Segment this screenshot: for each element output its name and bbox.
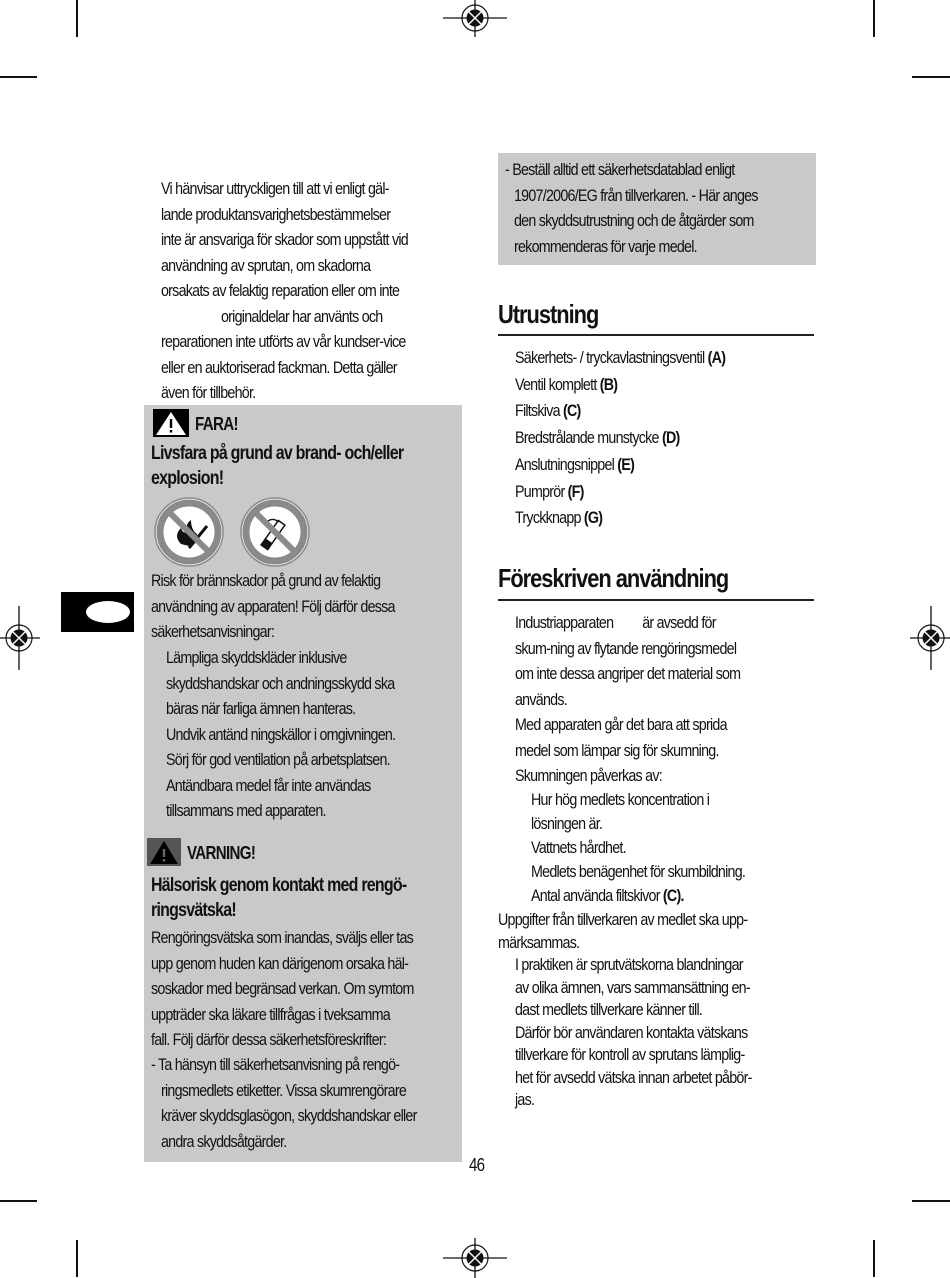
danger-intro	[151, 568, 461, 645]
registration-mark-icon	[443, 1238, 507, 1278]
text-line: eller en auktoriserad fackman. Detta gäller	[161, 357, 397, 377]
warning-title	[151, 873, 461, 923]
list-item: lösningen är.	[531, 814, 603, 833]
text-line: märksammas.	[498, 933, 580, 952]
danger-items	[166, 645, 461, 824]
warning-icon	[147, 838, 181, 866]
no-open-flame-icon	[153, 496, 225, 568]
warning-body	[151, 925, 461, 1053]
list-item: Antändbara medel får inte användas	[166, 775, 371, 795]
text-line: den skyddsutrustning och de åtgärder som	[514, 211, 754, 230]
text-line: även för tillbehör.	[161, 383, 256, 402]
crop-mark	[912, 76, 950, 78]
equipment-item: Filtskiva (C)	[515, 401, 581, 421]
danger-title	[151, 441, 461, 491]
warning-continued	[505, 157, 815, 259]
intended-use-text	[515, 610, 815, 789]
text-line: orsakats av felaktig reparation eller om inte	[161, 281, 400, 300]
list-item: skyddshandskar och andningsskydd ska	[166, 673, 395, 693]
text-line: av olika ämnen, vars sammansättning en-	[515, 977, 750, 997]
equipment-item: Ventil komplett (B)	[515, 374, 618, 394]
danger-label: FARA!	[195, 414, 238, 434]
text-line: Risk för brännskador på grund av felaktig	[151, 571, 381, 590]
registration-mark-icon	[443, 0, 507, 39]
text-line: Med apparaten går det bara att sprida	[515, 715, 727, 734]
language-tab-oval	[86, 601, 130, 623]
text-line: fall. Följ därför dessa säkerhetsföreskrifter:	[151, 1030, 387, 1049]
text-line: - Ta hänsyn till säkerhetsanvisning på rengö-	[151, 1055, 400, 1074]
text-line: Hälsorisk genom kontakt med rengö-	[151, 875, 407, 896]
crop-mark	[0, 76, 37, 78]
text-line: Därför bör användaren kontakta vätskans	[515, 1022, 748, 1042]
page-number: 46	[469, 1155, 485, 1175]
crop-mark	[76, 0, 78, 37]
text-line: upp genom huden kan därigenom orsaka häl-	[151, 953, 409, 973]
warning-bullet	[151, 1052, 461, 1154]
equipment-list	[515, 345, 815, 532]
text-line: I praktiken är sprutvätskorna blandningar	[515, 955, 743, 974]
text-line: uppträder ska läkare tillfrågas i tveksamma	[151, 1004, 390, 1024]
text-line: ringsvätska!	[151, 900, 236, 921]
text-line: säkerhetsanvisningar:	[151, 622, 275, 641]
text-line: lande produktansvarighetsbestämmelser	[161, 204, 391, 224]
list-item: bäras när farliga ämnen hanteras.	[166, 699, 356, 718]
text-line: om inte dessa angriper det material som	[515, 664, 741, 683]
warning-label: VARNING!	[187, 843, 256, 863]
equipment-heading: Utrustning	[498, 299, 599, 329]
intended-use-lower	[498, 788, 818, 1112]
crop-mark	[76, 1240, 78, 1277]
intended-use-practice	[498, 954, 818, 1022]
text-line: jas.	[515, 1090, 535, 1109]
intended-use-contact	[498, 1022, 818, 1112]
intended-use-heading: Föreskriven användning	[498, 563, 729, 593]
text-line: skum-ning av flytande rengöringsmedel	[515, 638, 737, 658]
list-item: tillsammans med apparaten.	[166, 801, 326, 820]
text-line: inte är ansvariga för skador som uppstått vid	[161, 230, 408, 249]
filter-disc-count-line: Antal använda filtskivor (C).	[531, 886, 684, 905]
text-line: rekommenderas för varje medel.	[514, 236, 697, 256]
registration-mark-icon	[0, 606, 40, 670]
text-line: originaldelar har använts och	[221, 306, 383, 326]
text-line: dast medlets tillverkare känner till.	[515, 1000, 703, 1019]
text-line: användning av apparaten! Följ därför dessa	[151, 596, 395, 616]
intro-paragraph	[161, 176, 461, 406]
text-line: kräver skyddsglasögon, skyddshandskar eller	[161, 1106, 417, 1125]
text-line: används.	[515, 689, 567, 709]
list-item: Lämpliga skyddskläder inklusive	[166, 648, 347, 667]
language-tab	[61, 592, 134, 632]
text-line: 1907/2006/EG från tillverkaren. - Här anges	[514, 185, 758, 205]
no-smoking-icon	[239, 496, 311, 568]
equipment-item: Pumprör (F)	[515, 481, 584, 501]
registration-mark-icon	[910, 606, 950, 670]
text-line: användning av sprutan, om skadorna	[161, 255, 371, 275]
foaming-factors	[498, 788, 818, 908]
text-line: explosion!	[151, 468, 224, 489]
equipment-item: Tryckknapp (G)	[515, 508, 603, 528]
manufacturer-info-line: Uppgifter från tillverkaren av medlet ska upp-	[498, 910, 748, 929]
text-line: Rengöringsvätska som inandas, sväljs eller tas	[151, 928, 414, 947]
list-item: Vattnets hårdhet.	[531, 838, 626, 857]
equipment-item: Säkerhets- / tryckavlastningsventil (A)	[515, 348, 726, 367]
text-line: het för avsedd vätska innan arbetet påbör-	[515, 1067, 752, 1087]
text-line: Skumningen påverkas av:	[515, 766, 662, 785]
text-line: - Beställ alltid ett säkerhetsdatablad enligt	[505, 160, 735, 179]
crop-mark	[0, 1200, 37, 1202]
list-item: Undvik antänd ningskällor i omgivningen.	[166, 724, 396, 744]
text-line: Industriapparaten är avsedd för	[515, 613, 716, 632]
text-line: andra skyddsåtgärder.	[161, 1131, 287, 1151]
text-line: reparationen inte utförts av vår kundser-vice	[161, 332, 406, 351]
danger-warning-icon	[153, 409, 189, 437]
text-line: ringsmedlets etiketter. Vissa skumrengörare	[161, 1080, 407, 1100]
text-line: Livsfara på grund av brand- och/eller	[151, 443, 404, 464]
text-line: soskador med begränsad verkan. Om symtom	[151, 979, 414, 998]
text-line: Vi hänvisar uttryckligen till att vi enligt gäl-	[161, 179, 389, 198]
equipment-item: Bredstrålande munstycke (D)	[515, 428, 680, 448]
text-line: tillverkare för kontroll av sprutans lämplig-	[515, 1045, 745, 1064]
equipment-item: Anslutningsnippel (E)	[515, 454, 635, 474]
crop-mark	[873, 1240, 875, 1277]
text-line: medel som lämpar sig för skumning.	[515, 740, 719, 760]
list-item: Hur hög medlets koncentration i	[531, 790, 710, 809]
list-item: Medlets benägenhet för skumbildning.	[531, 862, 746, 881]
crop-mark	[873, 0, 875, 37]
list-item: Sörj för god ventilation på arbetsplatsen.	[166, 750, 390, 769]
heading-rule	[498, 334, 814, 336]
crop-mark	[912, 1200, 950, 1202]
heading-rule	[498, 599, 814, 601]
